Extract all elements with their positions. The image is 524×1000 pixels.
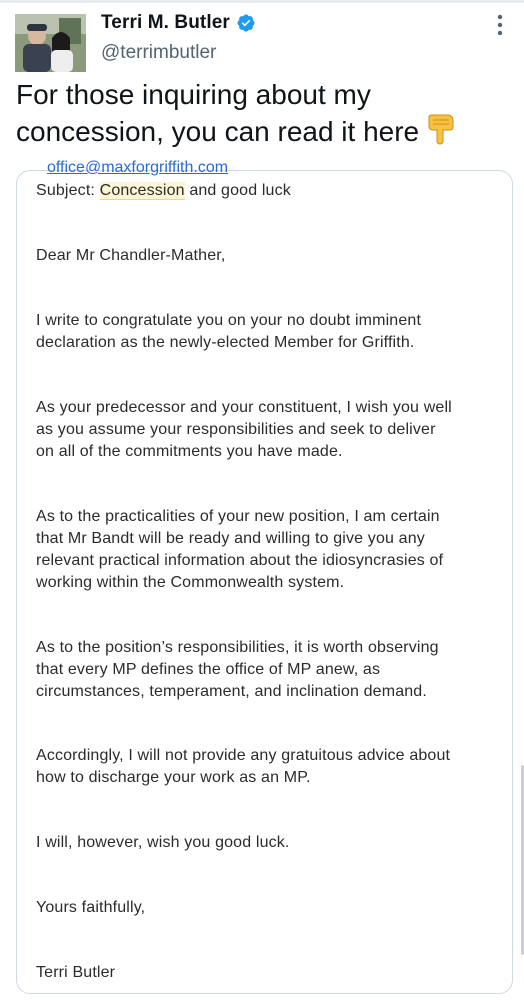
tweet-text-content: For those inquiring about my concession, you can read it here — [16, 79, 420, 147]
letter-line: As your predecessor and your constituent, I wish you well — [36, 399, 452, 416]
letter-line: circumstances, temperament, and inclination demand. — [36, 683, 427, 700]
letter-closing: Yours faithfully, — [36, 899, 146, 916]
letter-signature: Terri Butler — [36, 964, 116, 981]
letter-line: As to the position’s responsibilities, it is worth observing — [36, 639, 439, 656]
subject-suffix: and good luck — [184, 182, 291, 199]
letter-line: that Mr Bandt will be ready and willing to give you any — [36, 530, 425, 547]
letter-line: working within the Commonwealth system. — [36, 574, 345, 591]
letter-line: I will, however, wish you good luck. — [36, 834, 290, 851]
avatar[interactable] — [15, 14, 86, 72]
letter-line: relevant practical information about the idiosyncrasies of — [36, 552, 444, 569]
verified-badge-icon — [236, 13, 256, 33]
letter-line: declaration as the newly-elected Member for Griffith. — [36, 334, 415, 351]
subject-highlight: Concession — [99, 182, 185, 199]
subject-prefix: Subject: — [36, 182, 100, 199]
letter-image[interactable] — [16, 159, 513, 994]
letter-line: on all of the commitments you have made. — [36, 443, 343, 460]
author-handle[interactable]: @terrimbutler — [101, 42, 217, 63]
tweet-text — [16, 76, 516, 154]
author-name-row[interactable] — [101, 10, 256, 36]
letter-line: that every MP defines the office of MP anew, as — [36, 661, 381, 678]
email-link-partial: office@maxforgriffith.com — [47, 159, 229, 176]
letter-line: As to the practicalities of your new position, I am certain — [36, 508, 440, 525]
letter-line: Accordingly, I will not provide any gratuitous advice about — [36, 747, 451, 764]
avatar-photo-icon — [15, 14, 86, 72]
more-options-icon[interactable] — [496, 14, 504, 36]
letter-salutation: Dear Mr Chandler-Mather, — [36, 247, 226, 264]
letter-line: as you assume your responsibilities and seek to deliver — [36, 421, 436, 438]
letter-subject — [36, 180, 501, 202]
top-divider — [0, 0, 524, 3]
letter-line: I write to congratulate you on your no doubt imminent — [36, 312, 422, 329]
display-name[interactable]: Terri M. Butler — [101, 12, 230, 33]
letter-line: how to discharge your work as an MP. — [36, 769, 311, 786]
pointing-down-emoji-icon — [423, 113, 457, 154]
